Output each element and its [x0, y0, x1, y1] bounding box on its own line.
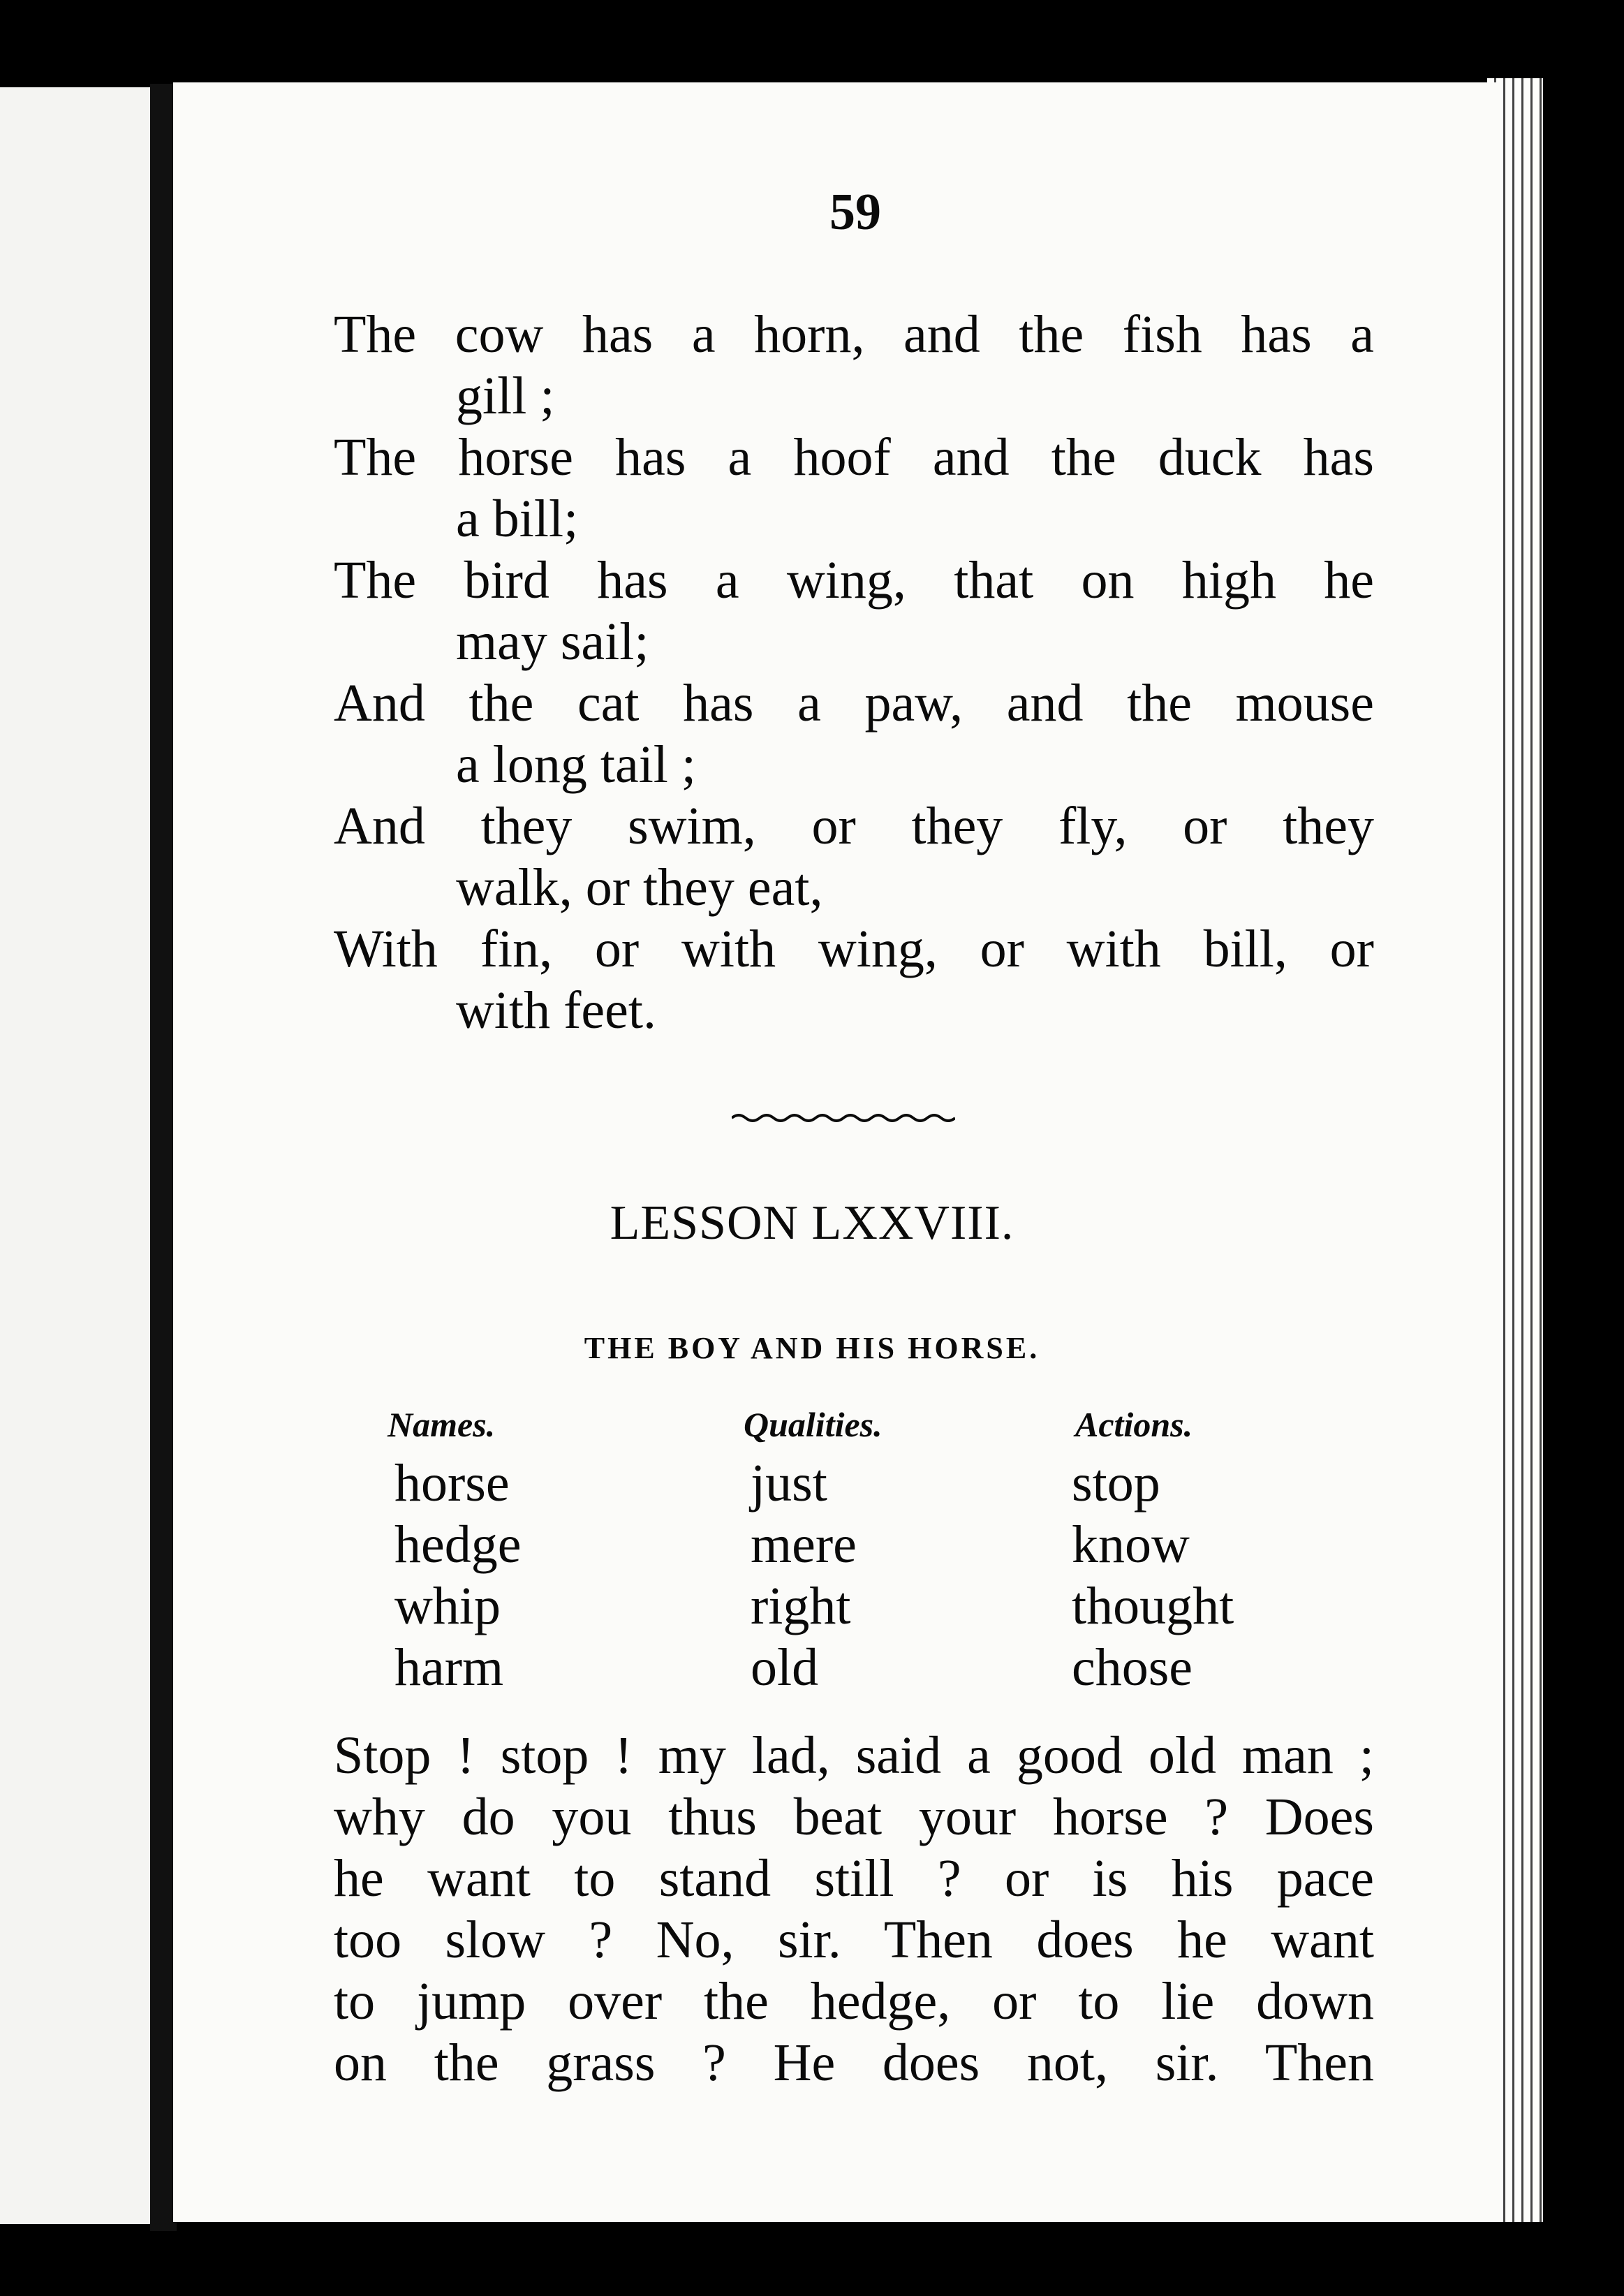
qualities-word: old	[751, 1638, 819, 1697]
prose-line: too slow ? No, sir. Then does he want	[334, 1911, 1374, 1969]
lesson-title: LESSON LXXVIII.	[610, 1196, 1014, 1250]
poem-line: The cow has a horn, and the fish has a	[334, 305, 1374, 364]
poem-line: The bird has a wing, that on high he	[334, 551, 1374, 610]
prose-line: on the grass ? He does not, sir. Then	[334, 2033, 1374, 2092]
actions-word: know	[1072, 1515, 1190, 1574]
qualities-column	[744, 1404, 883, 1698]
names-word: harm	[394, 1638, 504, 1697]
names-word: whip	[394, 1577, 501, 1635]
actions-word: chose	[1072, 1638, 1193, 1697]
qualities-word: just	[751, 1454, 827, 1513]
qualities-word: right	[751, 1577, 851, 1635]
actions-word: thought	[1072, 1577, 1234, 1635]
names-column	[387, 1404, 521, 1698]
page-number: 59	[829, 184, 881, 241]
actions-heading: Actions.	[1075, 1405, 1193, 1444]
lesson-subtitle: THE BOY AND HIS HORSE.	[584, 1331, 1040, 1365]
poem-line: And the cat has a paw, and the mouse	[334, 674, 1374, 733]
poem-line: walk, or they eat,	[456, 858, 823, 917]
poem-line: may sail;	[456, 612, 649, 671]
facing-page	[0, 87, 150, 2224]
poem	[334, 304, 1374, 1041]
prose-line: Stop ! stop ! my lad, said a good old man ;	[334, 1726, 1374, 1785]
poem-line: a long tail ;	[456, 735, 697, 794]
names-word: hedge	[394, 1515, 522, 1574]
qualities-word: mere	[751, 1515, 857, 1574]
poem-line: gill ;	[456, 367, 555, 425]
prose-line: why do you thus beat your horse ? Does	[334, 1788, 1374, 1846]
actions-word: stop	[1072, 1454, 1160, 1513]
actions-column	[1072, 1404, 1234, 1698]
names-word: horse	[394, 1454, 510, 1513]
poem-line: with feet.	[456, 981, 657, 1040]
names-heading: Names.	[387, 1405, 496, 1444]
poem-line: The horse has a hoof and the duck has	[334, 428, 1374, 487]
poem-line: With fin, or with wing, or with bill, or	[334, 920, 1374, 978]
wavy-divider	[732, 1110, 955, 1126]
poem-line: a bill;	[456, 490, 579, 548]
lesson-text	[334, 1725, 1374, 2093]
qualities-heading: Qualities.	[744, 1405, 883, 1444]
prose-line: he want to stand still ? or is his pace	[334, 1849, 1374, 1908]
poem-line: And they swim, or they fly, or they	[334, 797, 1374, 855]
prose-line: to jump over the hedge, or to lie down	[334, 1972, 1374, 2031]
